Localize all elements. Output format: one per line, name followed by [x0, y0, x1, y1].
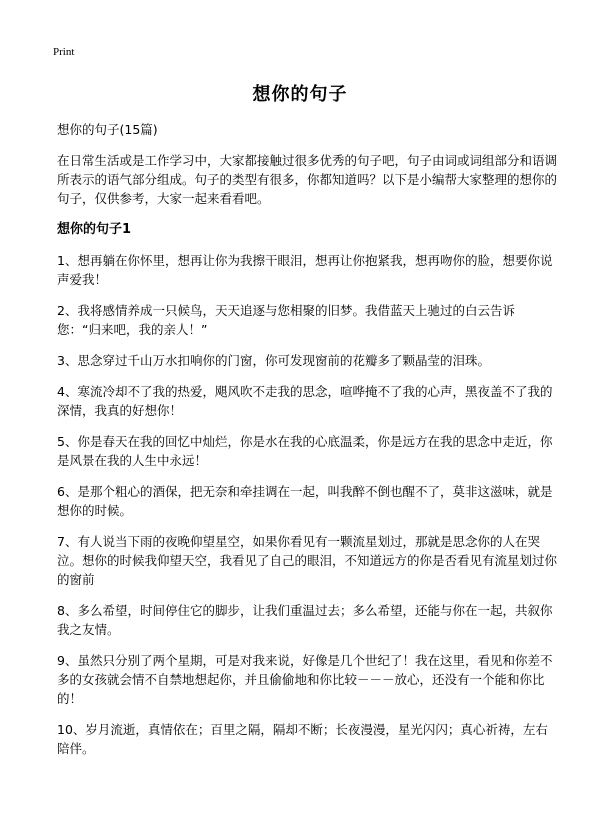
list-item: 4、寒流冷却不了我的热爱，飓风吹不走我的思念，喧哗掩不了我的心声，黑夜盖不了我的深情，我真的好想你！ — [57, 384, 553, 418]
list-item: 2、我将感情养成一只候鸟，天天追逐与您相聚的旧梦。我借蓝天上驰过的白云告诉您：“归来吧，我的亲人！” — [57, 303, 515, 337]
article-subtitle: 想你的句子(15篇) — [57, 122, 158, 137]
article-body — [57, 120, 557, 770]
list-item: 5、你是春天在我的回忆中灿烂，你是水在我的心底温柔，你是远方在我的思念中走近，你是风景在我的人生中永远！ — [57, 434, 553, 468]
list-item: 8、多么希望，时间停住它的脚步，让我们重温过去；多么希望，还能与你在一起，共叙你我之友情。 — [57, 603, 553, 637]
intro-paragraph: 在日常生活或是工作学习中，大家都接触过很多优秀的句子吧，句子由词或词组部分和语调所表示的语气部分组成。句子的类型有很多，你都知道吗？以下是小编帮大家整理的想你的句子，仅供参考，大家一起来看看吧。 — [57, 153, 558, 206]
section-heading: 想你的句子1 — [57, 222, 132, 237]
list-item: 9、虽然只分别了两个星期，可是对我来说，好像是几个世纪了！我在这里，看见和你差不多的女孩就会情不自禁地想起你，并且偷偷地和你比较－－－放心，还没有一个能和你比的！ — [57, 653, 553, 706]
list-item: 6、是那个粗心的酒保，把无奈和牵挂调在一起，叫我醉不倒也醒不了，莫非这滋味，就是想你的时候。 — [57, 484, 553, 518]
print-link[interactable]: Print — [53, 46, 75, 58]
list-item: 7、有人说当下雨的夜晚仰望星空，如果你看见有一颗流星划过，那就是思念你的人在哭泣。想你的时候我仰望天空，我看见了自己的眼泪，不知道远方的你是否看见有流星划过你的窗前 — [57, 534, 558, 587]
page-title: 想你的句子 — [252, 84, 348, 105]
list-item: 10、岁月流逝，真情依在；百里之隔，隔却不断；长夜漫漫，星光闪闪；真心祈祷，左右陪伴。 — [57, 722, 548, 756]
list-item: 3、思念穿过千山万水扣响你的门窗，你可发现窗前的花瓣多了颗晶莹的泪珠。 — [57, 353, 490, 368]
list-item: 1、想再躺在你怀里，想再让你为我擦干眼泪，想再让你抱紧我，想再吻你的脸，想要你说声爱我！ — [57, 253, 553, 287]
